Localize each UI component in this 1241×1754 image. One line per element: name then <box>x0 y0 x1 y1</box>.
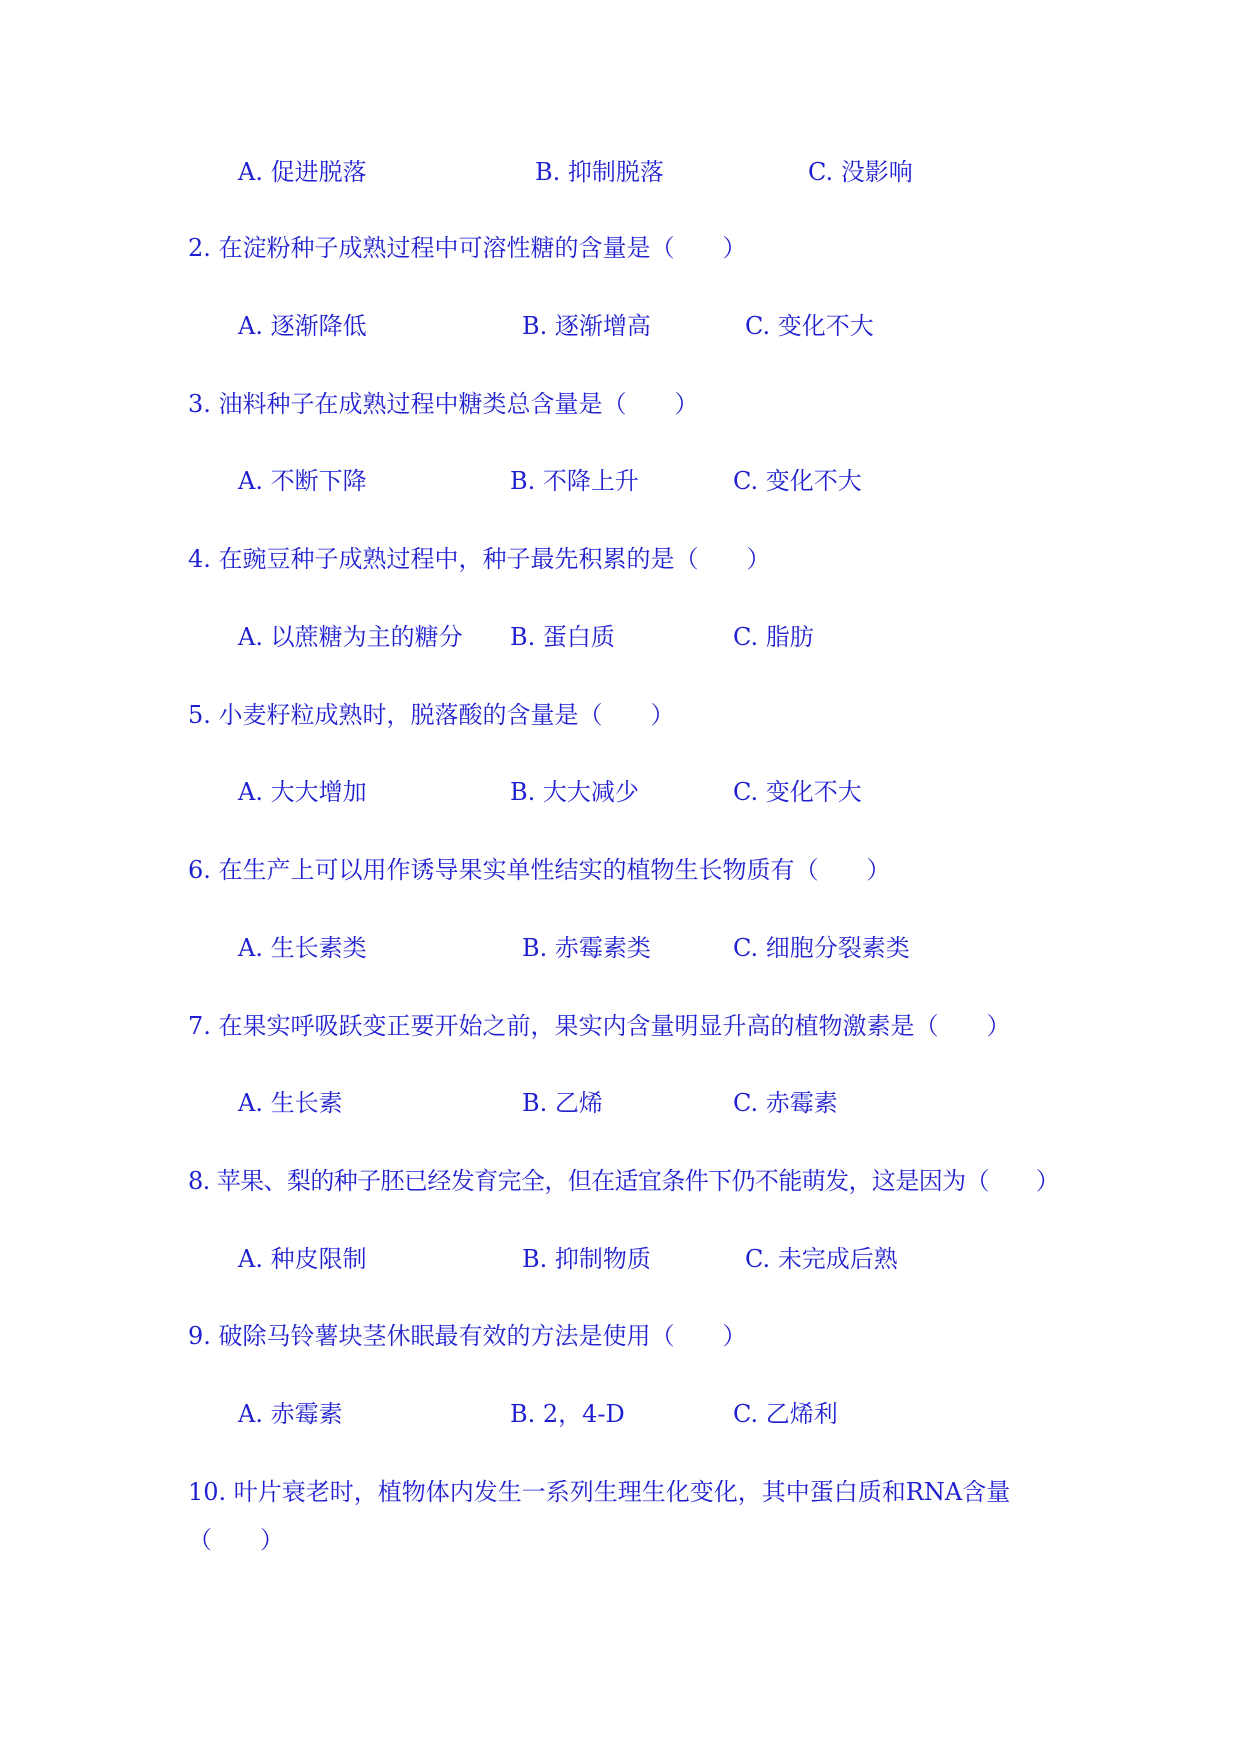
question-2-option-b: B. 逐渐增高 <box>522 312 651 340</box>
q1-option-c: C. 没影响 <box>808 158 913 186</box>
question-3-option-c: C. 变化不大 <box>733 467 862 495</box>
question-2-stem: 2. 在淀粉种子成熟过程中可溶性糖的含量是（ ） <box>188 234 747 262</box>
question-4-option-b: B. 蛋白质 <box>510 623 615 651</box>
question-5-option-c: C. 变化不大 <box>733 778 862 806</box>
question-6-option-b: B. 赤霉素类 <box>522 934 651 962</box>
question-7-option-b: B. 乙烯 <box>522 1089 603 1117</box>
question-7-option-a: A. 生长素 <box>238 1089 343 1117</box>
q1-option-b: B. 抑制脱落 <box>535 158 664 186</box>
question-3-option-a: A. 不断下降 <box>238 467 367 495</box>
question-8-option-a: A. 种皮限制 <box>238 1245 367 1273</box>
question-5-option-b: B. 大大减少 <box>510 778 639 806</box>
question-7-option-c: C. 赤霉素 <box>733 1089 838 1117</box>
question-5-stem: 5. 小麦籽粒成熟时，脱落酸的含量是（ ） <box>188 701 675 729</box>
question-10-blank: （ ） <box>188 1526 284 1554</box>
question-2-option-a: A. 逐渐降低 <box>238 312 367 340</box>
question-9-option-a: A. 赤霉素 <box>238 1400 343 1428</box>
question-10-stem: 10. 叶片衰老时，植物体内发生一系列生理生化变化，其中蛋白质和RNA含量 <box>188 1478 1011 1506</box>
question-9-stem: 9. 破除马铃薯块茎休眠最有效的方法是使用（ ） <box>188 1322 747 1350</box>
question-7-stem: 7. 在果实呼吸跃变正要开始之前，果实内含量明显升高的植物激素是（ ） <box>188 1012 1011 1040</box>
question-2-option-c: C. 变化不大 <box>745 312 874 340</box>
question-6-stem: 6. 在生产上可以用作诱导果实单性结实的植物生长物质有（ ） <box>188 856 891 884</box>
question-9-option-c: C. 乙烯利 <box>733 1400 838 1428</box>
question-6-option-a: A. 生长素类 <box>238 934 367 962</box>
question-8-option-b: B. 抑制物质 <box>522 1245 651 1273</box>
question-8-option-c: C. 未完成后熟 <box>745 1245 898 1273</box>
question-5-option-a: A. 大大增加 <box>238 778 367 806</box>
question-4-option-a: A. 以蔗糖为主的糖分 <box>238 623 463 651</box>
question-4-option-c: C. 脂肪 <box>733 623 814 651</box>
q1-option-a: A. 促进脱落 <box>238 158 367 186</box>
question-4-stem: 4. 在豌豆种子成熟过程中，种子最先积累的是（ ） <box>188 545 771 573</box>
question-8-stem: 8. 苹果、梨的种子胚已经发育完全，但在适宜条件下仍不能萌发，这是因为（ ） <box>188 1167 1060 1195</box>
question-3-stem: 3. 油料种子在成熟过程中糖类总含量是（ ） <box>188 390 699 418</box>
question-9-option-b: B. 2，4-D <box>510 1400 625 1428</box>
question-3-option-b: B. 不降上升 <box>510 467 639 495</box>
question-6-option-c: C. 细胞分裂素类 <box>733 934 910 962</box>
